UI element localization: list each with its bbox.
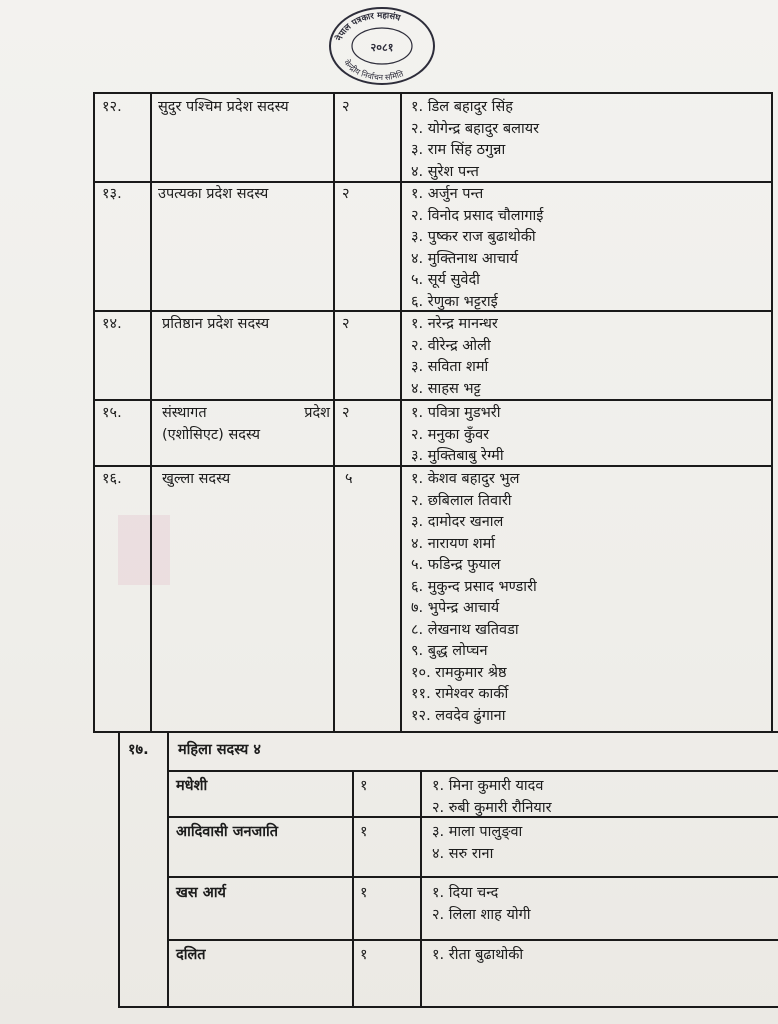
women-group-dalit-count: १ (360, 947, 368, 963)
women-group-dalit-names (432, 945, 523, 967)
row-12-number: १२. (102, 99, 122, 115)
row-13-names (411, 184, 543, 313)
list-item: ४. नारायण शर्मा (411, 535, 496, 552)
seal-bottom-text: केन्द्रीय निर्वाचन समिति (342, 58, 405, 83)
list-item: ६. मुकुन्द प्रसाद भण्डारी (411, 578, 537, 595)
row-14-count: २ (342, 316, 350, 332)
row-15-category-line2: (एशोसिएट) सदस्य (162, 426, 260, 443)
svg-text:नेपाल पत्रकार महासंघ (333, 10, 402, 43)
row-15-names (411, 403, 504, 468)
women-group-khas-arya-names (432, 883, 531, 926)
women-group-khas-arya-count: १ (360, 885, 368, 901)
list-item: १. डिल बहादुर सिंह (411, 99, 513, 115)
list-item: ३. सविता शर्मा (411, 359, 489, 375)
women-group-madhesi-count: १ (360, 778, 368, 794)
list-item: ३. माला पालुङ्वा (432, 824, 523, 840)
row-15-count: २ (342, 405, 350, 421)
seal-stamp-icon (326, 4, 438, 88)
list-item: ३. पुष्कर राज बुढाथोकी (411, 229, 536, 245)
list-item: १. दिया चन्द (432, 885, 499, 901)
list-item: ५. फडिन्द्र फुयाल (411, 557, 501, 573)
row-16-number: १६. (102, 471, 122, 487)
svg-text:केन्द्रीय निर्वाचन समिति (342, 58, 405, 82)
list-item: ७. भुपेन्द्र आचार्य (411, 600, 500, 616)
list-item: २. रुबी कुमारी रौनियार (432, 799, 552, 816)
list-item: १. पवित्रा मुडभरी (411, 405, 501, 421)
row-16-category: खुल्ला सदस्य (162, 471, 231, 487)
list-item: १. मिना कुमारी यादव (432, 778, 544, 794)
row-15-category-line1-b: प्रदेश (304, 405, 330, 421)
women-group-janajati-count: १ (360, 824, 368, 840)
row-12-category: सुदुर पश्चिम प्रदेश सदस्य (158, 99, 289, 115)
list-item: ३. राम सिंह ठगुन्ना (411, 142, 506, 158)
row-14-number: १४. (102, 316, 122, 332)
list-item: २. योगेन्द्र बहादुर बलायर (411, 120, 540, 137)
row-12-count: २ (342, 99, 350, 115)
women-members-header: महिला सदस्य ४ (178, 742, 261, 758)
list-item: २. लिला शाह योगी (432, 906, 531, 923)
list-item: ३. दामोदर खनाल (411, 514, 504, 530)
row-14-category: प्रतिष्ठान प्रदेश सदस्य (162, 316, 270, 332)
list-item: ८. लेखनाथ खतिवडा (411, 621, 519, 638)
list-item: ४. साहस भट्ट (411, 380, 481, 397)
list-item: ९. बुद्ध लोप्चन (411, 643, 488, 659)
row-14-names (411, 314, 498, 400)
list-item: ४. मुक्तिनाथ आचार्य (411, 250, 519, 267)
list-item: १. नरेन्द्र मानन्धर (411, 316, 498, 332)
row-16-count: ५ (345, 471, 353, 487)
row-13-number: १३. (102, 186, 122, 202)
women-group-janajati-category: आदिवासी जनजाति (176, 824, 279, 840)
list-item: ५. सूर्य सुवेदी (411, 272, 480, 288)
row-13-category: उपत्यका प्रदेश सदस्य (158, 186, 269, 202)
list-item: ११. रामेश्वर कार्की (411, 686, 509, 702)
women-group-madhesi-category: मधेशी (176, 778, 208, 794)
row-13-count: २ (342, 186, 350, 202)
row-16-names (411, 469, 537, 727)
list-item: २. वीरेन्द्र ओली (411, 337, 491, 354)
row-15-category (162, 403, 330, 446)
women-group-madhesi-names (432, 776, 552, 819)
seal-year: २०८१ (370, 41, 394, 54)
seal-top-text: नेपाल पत्रकार महासंघ (334, 10, 402, 43)
list-item: ४. सरु राना (432, 845, 494, 862)
list-item: ६. रेणुका भट्टराई (411, 293, 498, 310)
list-item: १०. रामकुमार श्रेष्ठ (411, 664, 507, 681)
list-item: १. अर्जुन पन्त (411, 186, 484, 202)
women-group-dalit-category: दलित (176, 947, 206, 963)
list-item: ३. मुक्तिबाबु रेग्मी (411, 448, 504, 464)
row-15-number: १५. (102, 405, 122, 421)
list-item: २. मनुका कुँवर (411, 426, 490, 443)
row-17-number: १७. (128, 742, 149, 758)
women-group-janajati-names (432, 822, 522, 865)
list-item: २. विनोद प्रसाद चौलागाई (411, 207, 544, 224)
women-group-khas-arya-category: खस आर्य (176, 885, 226, 901)
list-item: ४. सुरेश पन्त (411, 163, 479, 180)
list-item: १२. लवदेव ढुंगाना (411, 707, 506, 724)
list-item: १. रीता बुढाथोकी (432, 947, 524, 963)
official-seal (326, 4, 438, 88)
row-12-names (411, 97, 539, 183)
list-item: २. छबिलाल तिवारी (411, 492, 512, 509)
row-15-category-line1-a: संस्थागत (162, 405, 207, 421)
table-border-top (93, 92, 773, 94)
list-item: १. केशव बहादुर भुल (411, 471, 520, 487)
